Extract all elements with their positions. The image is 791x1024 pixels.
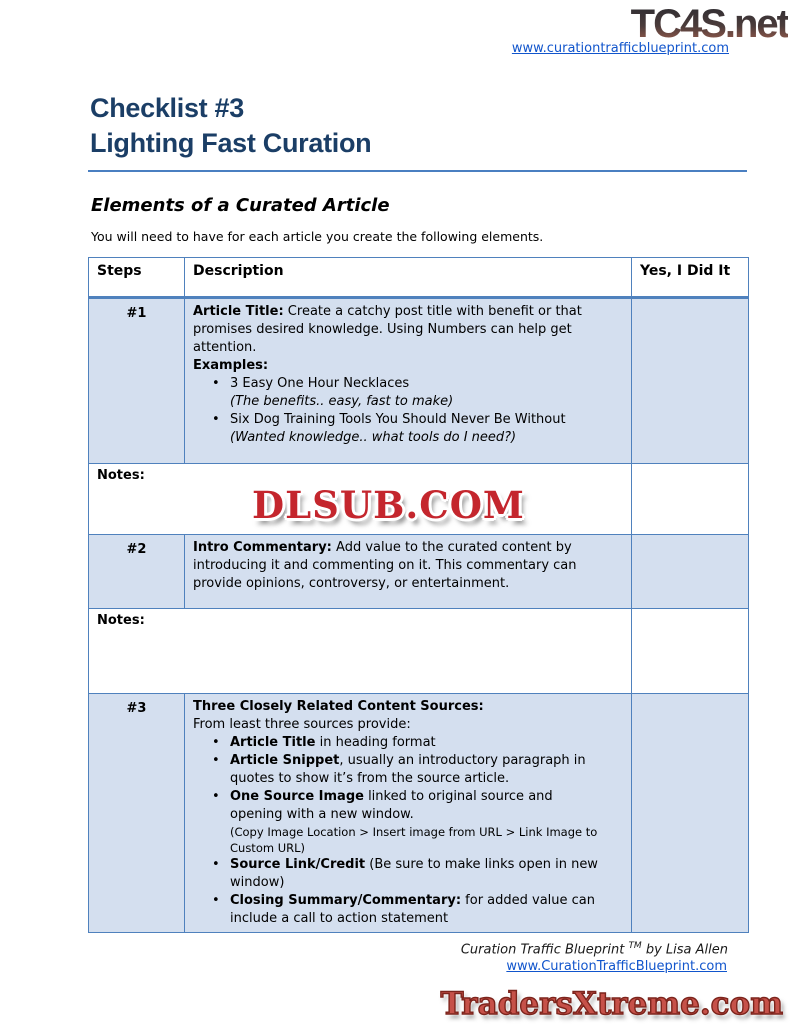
step1-number: #1 (89, 298, 185, 464)
notes1-label-cell: Notes: (89, 464, 632, 535)
title-line-1: Checklist #3 (90, 93, 244, 123)
step1-description (185, 298, 632, 464)
step3-description (185, 694, 632, 933)
step2-lead: Intro Commentary: Add value to the curated content by introducing it and commenting on it. This commentary can provide opinions, controversy, or entertainment. (193, 540, 577, 591)
step1-bullet-1: • 3 Easy One Hour Necklaces (193, 375, 599, 393)
tc4s-logo: TC4S.net (630, 2, 788, 46)
trademark-symbol: TM (628, 941, 642, 951)
step2-number: #2 (89, 535, 185, 609)
page-title (90, 91, 791, 161)
notes-row-2 (89, 609, 749, 694)
tradersxtreme-watermark: TradersXtreme.com (440, 986, 783, 1023)
step1-bullet-1-note: (The benefits.. easy, fast to make) (230, 394, 454, 409)
section-heading: Elements of a Curated Article (91, 195, 390, 216)
step3-bullet-5: • Closing Summary/Commentary: for added value can include a call to action statement (193, 892, 599, 928)
step3-bullet-3: • One Source Image linked to original source and opening with a new window. (193, 788, 599, 824)
title-divider (88, 170, 747, 172)
column-header-steps: Steps (89, 258, 185, 298)
header-site-link[interactable]: www.curationtrafficblueprint.com (511, 41, 729, 56)
notes2-label-cell: Notes: (89, 609, 632, 694)
table-row-step1 (89, 298, 749, 464)
column-header-description: Description (185, 258, 632, 298)
title-line-2: Lighting Fast Curation (90, 128, 372, 158)
step2-description (185, 535, 632, 609)
step3-bullet-3-detail: (Copy Image Location > Insert image from URL > Link Image to Custom URL) (230, 825, 598, 855)
step1-done-cell (632, 298, 749, 464)
step1-examples-label: Examples: (193, 358, 269, 373)
checklist-table (88, 257, 749, 933)
table-row-step2 (89, 535, 749, 609)
step3-subheading: From least three sources provide: (193, 717, 411, 732)
intro-text: You will need to have for each article you create the following elements. (91, 229, 544, 244)
step3-bullet-4: • Source Link/Credit (Be sure to make links open in new window) (193, 856, 599, 892)
step3-done-cell (632, 694, 749, 933)
footer-site-link[interactable]: www.CurationTrafficBlueprint.com (506, 959, 727, 975)
step3-number: #3 (89, 694, 185, 933)
table-header-row (89, 258, 749, 298)
step1-bullet-2-note: (Wanted knowledge.. what tools do I need?) (230, 430, 517, 445)
notes1-done-cell (632, 464, 749, 535)
dlsub-watermark: DLSUB.COM (252, 483, 525, 527)
step1-lead: Article Title: Create a catchy post title with benefit or that promises desired knowledge. Using Numbers can help get attention. (193, 304, 582, 355)
step1-bullet-2: • Six Dog Training Tools You Should Never Be Without (193, 411, 599, 429)
step3-heading: Three Closely Related Content Sources: (193, 699, 484, 714)
page-footer (0, 941, 791, 1022)
credit-line: Curation Traffic Blueprint ™ by Lisa Allen (460, 941, 728, 958)
column-header-done: Yes, I Did It (632, 258, 749, 298)
step3-bullet-1: • Article Title in heading format (193, 734, 599, 752)
step3-bullet-2: • Article Snippet, usually an introductory paragraph in quotes to show it’s from the source article. (193, 752, 599, 788)
page-header (0, 0, 791, 56)
table-row-step3 (89, 694, 749, 933)
notes2-done-cell (632, 609, 749, 694)
step2-done-cell (632, 535, 749, 609)
